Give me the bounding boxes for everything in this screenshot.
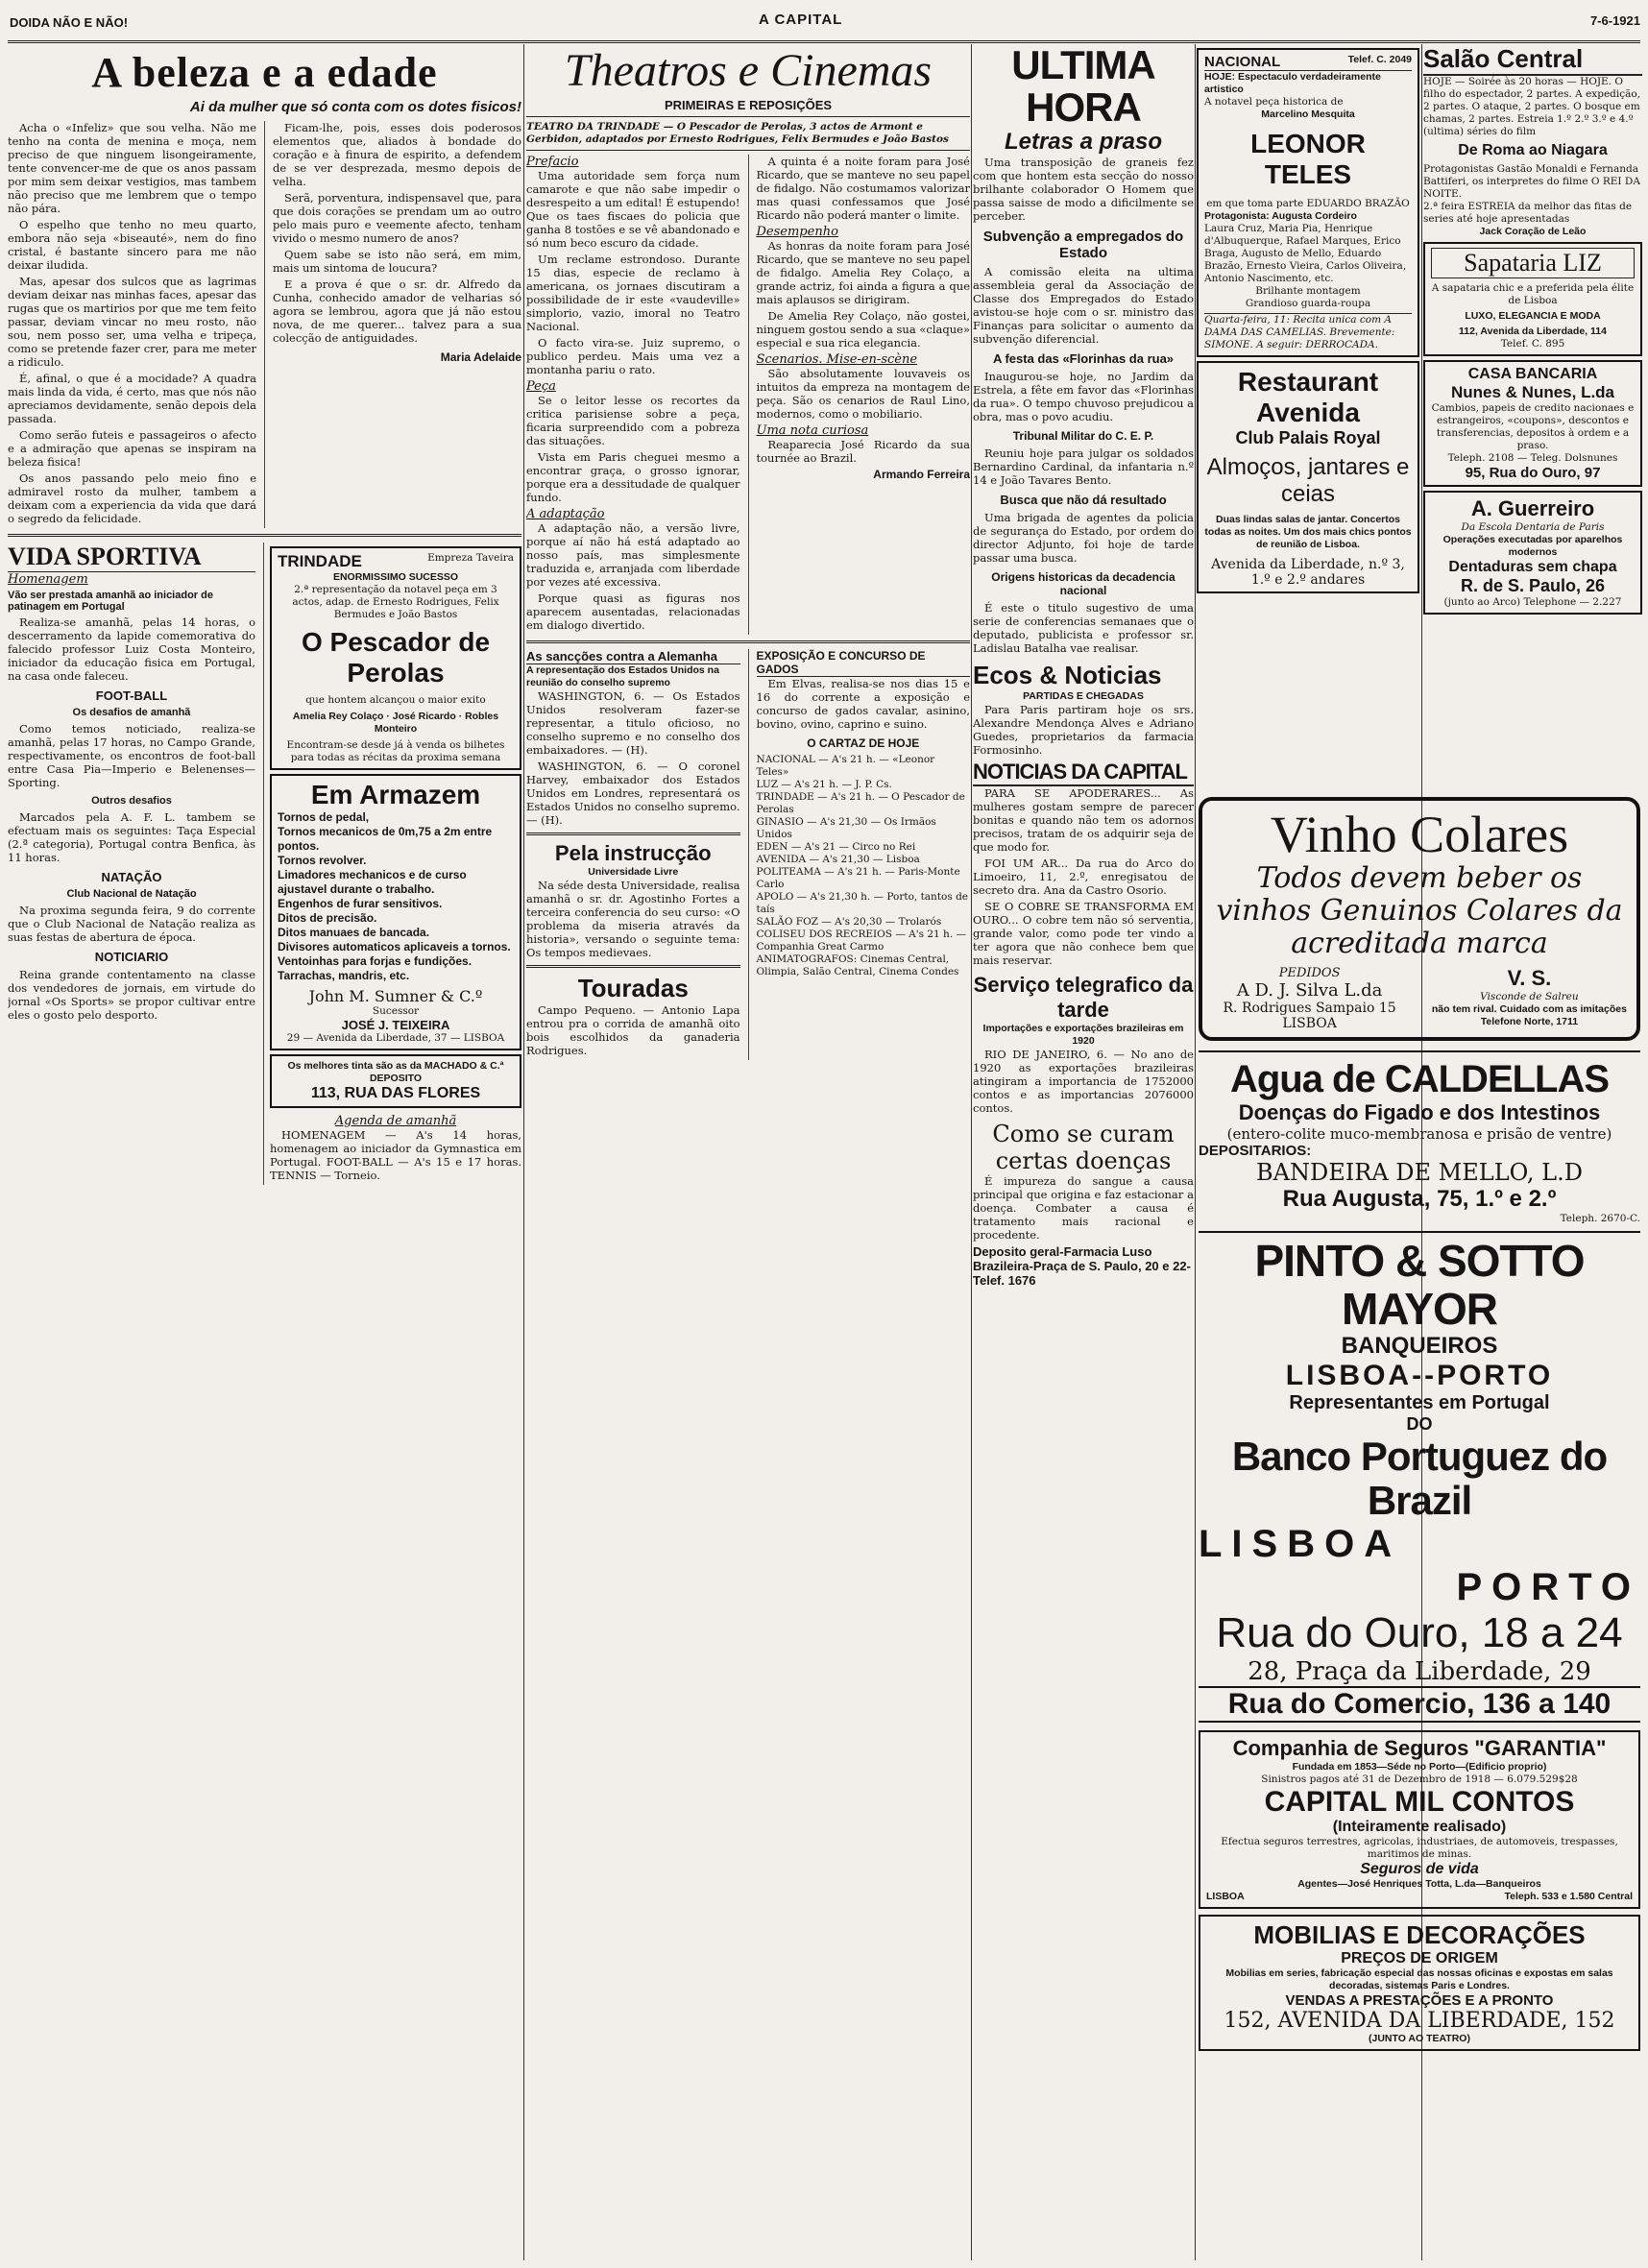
listing-item: AVENIDA — A's 21,30 — Lisboa [756, 854, 920, 865]
ad-line: Ditos manuaes de bancada. [278, 926, 430, 939]
article-paragraph: Serã, porventura, indispensavel que, para que dois corações se prendam um ao outro pelo mais puro e veemente afecto, tenham vivido o mesmo numero de anos? [273, 191, 521, 245]
ad-line: Ditos de precisão. [278, 911, 377, 925]
column-divider [1195, 44, 1196, 2260]
ad-address: 152, AVENIDA DA LIBERDADE, 152 [1224, 2009, 1615, 2033]
section-heading: Ecos & Noticias [973, 661, 1162, 689]
ad-phone: Telefone Norte, 1711 [1480, 1016, 1579, 1027]
ad-text: que hontem alcançou o maior exito [305, 694, 486, 706]
ad-line: Tornos mecanicos de 0m,75 a 2m entre pontos. [278, 825, 493, 853]
ad-text: A notavel peça historica de [1204, 96, 1344, 108]
ad-text: DO [1406, 1414, 1433, 1434]
ad-text: Os melhores tinta são as da MACHADO & C.ª [287, 1060, 504, 1072]
article-paragraph: Os anos passando pelo meio fino e admiravel rosto da mulher, tambem a deixam com a experiencia da vida que dará o segredo da felicidade. [8, 471, 256, 525]
article-paragraph: Se o leitor lesse os recortes da critica parisiense sobre a peça, ficaria surpreendido com a pobreza das situações. [526, 394, 740, 447]
column-ads-mid [1197, 44, 1419, 899]
column-divider [971, 44, 972, 2260]
section-subheading: Peça [526, 379, 556, 394]
ad-play-title: LEONOR TELES [1250, 129, 1366, 189]
section-subheading: Uma nota curiosa [756, 423, 869, 438]
ad-subtitle: De Roma ao Niagara [1458, 142, 1608, 158]
article-paragraph: Como serão futeis e passageiros o afecto e a admiração que apenas se inspiram na beleza fisica! [8, 428, 256, 469]
article-paragraph: SE O COBRE SE TRANSFORMA EM OURO... O cobre tem não só serventia, grande valor, como pode ter vindo a ter agora que não conhece bem que mais reservar. [973, 900, 1194, 967]
article-paragraph: Quem sabe se isto não será, em mim, mais um sintoma de loucura? [273, 248, 521, 275]
column-theatre [526, 44, 970, 2260]
ad-subtitle: PREÇOS DE ORIGEM [1341, 1950, 1498, 1966]
ad-text: Sinistros pagos até 31 de Dezembro de 1918 — 6.079.529$28 [1261, 1773, 1578, 1785]
ad-text: Fundada em 1853—Séde no Porto—(Edificio proprio) [1292, 1761, 1547, 1773]
ad-title: A. Guerreiro [1470, 496, 1595, 520]
ad-title: NACIONAL [1204, 54, 1281, 70]
article-paragraph: Inaugurou-se hoje, no Jardim da Estrela, a fête em favor das «Florinhas da rua». O tempo chuvoso prejudicou a obra, mas o povo acudiu. [973, 370, 1194, 423]
vinho-ad [1199, 797, 1640, 1041]
armazem-ad [270, 774, 521, 1050]
ultima-hora-subtitle: Letras a praso [1004, 129, 1163, 155]
ad-text: Jack Coração de Leão [1479, 226, 1587, 237]
ad-text: Agentes—José Henriques Totta, L.da—Banqueiros [1297, 1878, 1541, 1890]
article-paragraph: É este o titulo sugestivo de uma serie de conferencias semanaes que o deputado, publicista e professor sr. Ladislau Batalha vae realisar. [973, 601, 1194, 655]
section-heading: EXPOSIÇÃO E CONCURSO DE GADOS [757, 649, 971, 677]
article-paragraph: Reaparecia José Ricardo da sua tournée ao Brazil. [756, 438, 970, 465]
ad-title: Salão Central [1423, 44, 1642, 76]
section-heading: NOTICIARIO [94, 950, 169, 964]
ad-company: A D. J. Silva L.da [1236, 980, 1383, 1001]
ad-play-title: O Pescador de Perolas [301, 627, 491, 688]
section-heading: O CARTAZ DE HOJE [807, 736, 920, 750]
article-paragraph: Um reclame estrondoso. Durante 15 dias, especie de reclamo à americana, os jornaes discutiram a possibilidade de ir este «vaudeville» simplorio, vazio, imoral no Teatro Nacional. [526, 253, 740, 333]
sport-subtitle: Homenagem [8, 572, 88, 587]
section-heading: Subvenção a empregados do Estado [982, 229, 1184, 261]
ad-address: Rua do Comercio, 136 a 140 [1199, 1686, 1640, 1723]
section-subheading: Universidade Livre [588, 866, 679, 878]
ad-text: A sapataria chic e a preferida pela élite de Lisboa [1431, 282, 1635, 306]
ad-text: DEPOSITO [369, 1073, 423, 1084]
sapataria-ad [1423, 242, 1642, 356]
pharmacy-ad: Deposito geral-Farmacia Luso Brazileira-Praça de S. Paulo, 20 e 22-Telef. 1676 [973, 1244, 1191, 1288]
article-paragraph: Uma brigada de agentes da policia de segurança do Estado, por ordem do director Adjunto, foi hoje de tarde passar uma busca. [973, 511, 1194, 565]
ad-text: LUXO, ELEGANCIA E MODA [1465, 310, 1601, 322]
section-heading: Origens historicas da decadencia nacional [991, 570, 1175, 597]
article-paragraph: As honras da noite foram para José Ricardo, que se manteve no seu papel de fidalgo. Amelia Rey Colaço, a grande actriz, foi ainda a figura a que mais aplausos se dirigiram. [756, 239, 970, 306]
ad-brand: V. S. [1507, 966, 1552, 990]
garantia-ad [1199, 1730, 1640, 1909]
ad-text: Laura Cruz, Maria Pia, Henrique d'Albuquerque, Rafael Marques, Erico Braga, Augusto de Mello, Eduardo Brazão, Ernesto Vieira, Carlos Oliveira, Antonio Nascimento, etc. [1204, 223, 1407, 284]
ad-text: Visconde de Salreu [1480, 991, 1579, 1002]
ad-line: Ventoinhas para forjas e fundições. [278, 954, 473, 968]
paper-title: A CAPITAL [759, 12, 843, 28]
ad-line: Tornos revolver. [278, 854, 367, 867]
ad-title: Restaurant Avenida [1237, 367, 1379, 427]
ad-line: Tarrachas, mandris, etc. [278, 969, 410, 982]
ad-address: 113, RUA DAS FLORES [310, 1085, 481, 1101]
ad-cast: Amelia Rey Colaço · José Ricardo · Robles Monteiro [292, 711, 499, 735]
ad-subtitle: Todos devem beber os vinhos Genuinos Colares da acreditada marca [1216, 861, 1623, 960]
ad-text: Grandioso guarda-roupa [1245, 298, 1371, 309]
article-paragraph: Uma transposição de graneis fez com que hontem esta secção do nosso brilhante colaborador O Homem que passa saisse de modo a dificilmente se perceber. [973, 156, 1194, 223]
ad-phone: Telef. C. 895 [1500, 338, 1565, 350]
ad-text: (entero-colite muco-membranosa e prisão de ventre) [1226, 1125, 1612, 1143]
section-heading: Pela instrucção [554, 841, 712, 865]
ad-text: HOJE: Espectaculo verdadeiramente artistico [1204, 71, 1381, 95]
article-paragraph: É, afinal, o que é a mocidade? A quadra mais linda da vida, é certo, mas que nós não apreciamos devidamente, senão depois dela passada. [8, 372, 256, 425]
nacional-ad [1197, 48, 1419, 357]
subheadline: Ai da mulher que só conta com os dotes fisicos! [189, 99, 521, 115]
article-paragraph: Para Paris partiram hoje os srs. Alexandre Mendonça Alves e Adriano Guedes, proprietarios da farmacia Formosinho. [973, 703, 1194, 757]
ad-line: Divisores automaticos aplicaveis a tornos. [278, 940, 511, 953]
ad-phone: Teleph. 533 e 1.580 Central [1504, 1891, 1633, 1902]
ad-text: Quarta-feira, 11: Recita unica com A DAMA DAS CAMELIAS. Brevemente: SIMONE. A seguir: DERROCADA. [1204, 313, 1412, 351]
article-paragraph: Porque quasi as figuras nos aparecem ausentadas, relacionadas em dialogo divertido. [526, 591, 740, 632]
article-paragraph: Como temos noticiado, realiza-se amanhã, pelas 17 horas, no Campo Grande, respectivamente, os encontros de foot-ball entre Casa Pia—Imperio e Belenenses—Sporting. [8, 722, 255, 789]
ad-city: PORTO [1456, 1566, 1640, 1608]
article-paragraph: A comissão eleita na ultima assembleia geral da Associação de Classe dos Empregados do Estado avistou-se hoje com o sr. ministro das Finanças para solicitar o aumento da subvenção diferencial. [973, 265, 1194, 346]
ad-text: Encontram-se desde já à venda os bilhetes para todas as récitas da proxima semana [286, 739, 505, 763]
machado-ad [270, 1054, 521, 1108]
ad-subtitle: BANQUEIROS [1341, 1333, 1498, 1359]
ad-address: R. Rodrigues Sampaio 15 LISBOA [1223, 1001, 1396, 1031]
section-subheading: A representação dos Estados Unidos na reunião do conselho supremo [526, 664, 719, 688]
ad-address: Rua do Ouro, 18 a 24 [1216, 1609, 1623, 1656]
article-paragraph: Na séde desta Universidade, realisa amanhã o sr. dr. Agostinho Fortes a terceira conferencia do seu curso: «O problema da miseria através da historia», versando o seguinte tema: Os tempos medievaes. [526, 879, 740, 959]
ad-text: 2.ª representação da notavel peça em 3 actos, adap. de Ernesto Rodrigues, Felix Bermudes e João Bastos [292, 584, 499, 620]
section-heading: Touradas [577, 974, 689, 1002]
ad-company: Banco Portuguez do Brazil [1231, 1434, 1608, 1523]
section-subheading: Prefacio [526, 155, 579, 169]
ad-address: 29 — Avenida da Liberdade, 37 — LISBOA [286, 1032, 505, 1044]
restaurant-ad [1197, 361, 1419, 593]
article-paragraph: Mas, apesar dos sulcos que as lagrimas deviam deixar nas minhas faces, apesar das rugas que os martirios por que me tem feito passar, deviam vincar no meu rosto, não sou, nem posso ser, uma velha e tripeça, como se pretende fazer crer, para me meter a ridiculo. [8, 275, 256, 369]
article-paragraph: Acha o «Infeliz» que sou velha. Não me tenho na conta de menina e moça, nem preciso de que ninguem lisongeiramente, tente convencer-me de que os anos passam por mim sem deixar vestigios, mas tambem não preciso que me lembrem que o tempo não pára. [8, 121, 256, 215]
theatre-subtitle: PRIMEIRAS E REPOSIÇÕES [664, 98, 833, 112]
ads-wide [1199, 797, 1640, 2256]
section-subheading: Outros desafios [91, 795, 172, 807]
ad-title: Agua de CALDELLAS [1229, 1058, 1610, 1100]
ad-subtitle: Doenças do Figado e dos Intestinos [1238, 1100, 1601, 1124]
article-paragraph: A adaptação não, a versão livre, porque aí não há está adaptado ao nosso país, mas simplesmente traduzida e, arranjada com liberdade por vezes até excessiva. [526, 521, 740, 589]
section-heading: As sancções contra a Alemanha [526, 649, 740, 664]
article-paragraph: RIO DE JANEIRO, 6. — No ano de 1920 as exportações brazileiras atingiram a importancia de 1752000 contos e as importancias 2076000 contos. [973, 1048, 1194, 1115]
listing-item: SALÃO FOZ — A's 20,30 — Trolarós [756, 916, 942, 928]
section-subheading: Desempenho [756, 225, 838, 239]
article-paragraph: São absolutamente louvaveis os intuitos da empreza na montagem de peça. São os cenarios de Raul Lino, modernos, como o mobiliario. [756, 367, 970, 421]
column-ultima-hora [973, 44, 1194, 2260]
ad-title: CASA BANCARIA [1467, 366, 1598, 382]
ultima-hora-title: ULTIMA HORA [1011, 44, 1155, 130]
theatre-title: Theatros e Cinemas [564, 45, 933, 96]
ad-line: Limadores mechanicos e de curso ajustavel durante o trabalho. [278, 868, 467, 896]
listing-item: EDEN — A's 21 — Circo no Rei [756, 841, 916, 853]
ad-text: Sucessor [372, 1005, 420, 1017]
article-paragraph: E a prova é que o sr. dr. Alfredo da Cunha, conhecido amador de velharias só agora se lembrou, agora que já não estou nova, de me querer... talvez para a sua colecção de antiguidades. [273, 277, 521, 345]
ad-text: Marcelino Mesquita [1261, 109, 1355, 120]
ad-title: TRINDADE [278, 552, 362, 570]
ad-text: DEPOSITARIOS: [1199, 1143, 1312, 1159]
ad-text: Representantes em Portugal [1289, 1392, 1550, 1413]
ad-address: 28, Praça da Liberdade, 29 [1248, 1657, 1591, 1686]
article-paragraph: HOMENAGEM — A's 14 horas, homenagem ao iniciador da Gymnastica em Portugal. FOOT-BALL — A's 15 e 17 horas. TENNIS — Torneio. [270, 1128, 521, 1182]
article-paragraph: WASHINGTON, 6. — O coronel Harvey, embaixador dos Estados Unidos em Londres, representará os Estados Unidos no conselho supremo. — (H). [526, 760, 740, 827]
ad-text: não tem rival. Cuidado com as imitações [1431, 1003, 1627, 1015]
ad-line: Engenhos de furar sensitivos. [278, 897, 443, 910]
article-paragraph: Campo Pequeno. — Antonio Lapa entrou pra o corrida de amanhã oito bois escolhidos da ganaderia Rodrigues. [526, 1003, 740, 1057]
listing-item: POLITEAMA — A's 21 h. — Paris-Monte Carlo [756, 866, 960, 890]
ad-text: Seguros de vida [1360, 1861, 1479, 1877]
issue-date: 7-6-1921 [1589, 13, 1640, 28]
section-heading: Busca que não dá resultado [1000, 493, 1167, 507]
article-paragraph: Marcados pela A. F. L. tambem se efectuam mais os seguintes: Taça Especial (2.ª categoria), Portugal contra Benfica, às 11 horas. [8, 810, 255, 864]
ad-text: Brilhante montagem [1255, 285, 1361, 297]
ad-title: Sapataria LIZ [1431, 248, 1635, 278]
ad-text: em que toma parte EDUARDO BRAZÃO [1206, 198, 1410, 209]
ad-subtitle: Nunes & Nunes, L.da [1450, 383, 1615, 401]
ad-subtitle: Club Palais Royal [1235, 428, 1381, 447]
section-heading: Serviço telegrafico da tarde [973, 973, 1194, 1022]
section-subheading: A adaptação [526, 507, 605, 521]
article-paragraph: Reuniu hoje para julgar os soldados Bernardino Cardinal, da infantaria n.º 14 e João Tavares Bento. [973, 446, 1194, 487]
signature: Maria Adelaide [440, 350, 521, 364]
signature: Armando Ferreira [873, 468, 970, 481]
article-paragraph: Na proxima segunda feira, 9 do corrente que o Club Nacional de Natação realiza as suas festas de abertura de época. [8, 904, 255, 944]
article-paragraph: PARA SE APODERARES... As mulheres gostam sempre de parecer bonitas e quando não tem os adornos precisos, tratam de os adquirir seja de que modo for. [973, 786, 1194, 854]
ad-text: VENDAS A PRESTAÇÕES E A PRONTO [1285, 1992, 1554, 2009]
section-subheading: Os desafios de amanhã [72, 707, 191, 718]
article-paragraph: O espelho que tenho no meu quarto, embora não seja «biseauté», nem do fino cristal, é bastante sincero para me não deixar iludida. [8, 218, 256, 272]
ad-company: BANDEIRA DE MELLO, L.D [1256, 1159, 1583, 1186]
ad-city: LISBOA [1199, 1523, 1402, 1565]
ad-title: MOBILIAS E DECORAÇÕES [1253, 1920, 1586, 1949]
dentist-ad [1423, 491, 1642, 615]
article-paragraph: É impureza do sangue a causa principal que origina e faz estacionar a doença. Combater a causa é tratamento mais racional e procedente. [973, 1174, 1194, 1242]
section-heading: FOOT-BALL [95, 688, 168, 703]
ad-text: Cambios, papeis de credito nacionaes e estrangeiros, «coupons», descontos e transferencias, depositos à ordem e a praso. [1431, 402, 1635, 451]
ad-text: 2.ª feira ESTREIA da melhor das fitas de series até hoje apresentadas [1423, 201, 1633, 225]
ad-text: ENORMISSIMO SUCESSO [332, 571, 459, 583]
listing-item: APOLO — A's 21,30 h. — Porto, tantos de taís [756, 891, 969, 915]
ad-text: (JUNTO AO TEATRO) [1369, 2033, 1470, 2044]
section-subheading: PARTIDAS E CHEGADAS [1023, 690, 1144, 702]
pinto-sotto-ad [1199, 1231, 1640, 1723]
listing-item: LUZ — A's 21 h. — J. P. Cs. [756, 779, 892, 790]
article-paragraph: De Amelia Rey Colaço, não gostei, ninguem gostou sendo a sua «claque» especial e sua rica elegancia. [756, 309, 970, 350]
section-heading: Tribunal Militar do C. E. P. [1012, 429, 1154, 443]
article-paragraph: Ficam-lhe, pois, esses dois poderosos elementos que, aliados à bondade do coração e à finura de espirito, a defendem de se ver desprezada, mesmo depois de velha. [273, 121, 521, 188]
article-paragraph: O facto vira-se. Juiz supremo, o publico perdeu. Mais uma vez a montanha pariu o rato. [526, 336, 740, 376]
article-paragraph: Vista em Paris cheguei mesmo a encontrar graça, o grosso ignorar, porque era a dessitudade de qualquer fundo. [526, 450, 740, 504]
sport-section-title: VIDA SPORTIVA [8, 543, 255, 572]
ad-text: Duas lindas salas de jantar. Concertos todas as noites. Um dos mais chics pontos de reunião de Lisboa. [1204, 514, 1412, 550]
section-subheading: Scenarios. Mise-en-scène [756, 352, 918, 367]
ad-line: Tornos de pedal, [278, 810, 370, 824]
ad-phone: Teleph. 2670-C. [1560, 1213, 1640, 1224]
listing-item: TRINDADE — A's 21 h. — O Pescador de Perolas [756, 791, 965, 815]
ad-subtitle: CAPITAL MIL CONTOS [1264, 1786, 1575, 1818]
section-subheading: Importações e exportações brazileiras em 1920 [982, 1023, 1184, 1047]
ad-text: Protagonistas Gastão Monaldi e Fernanda Battiferi, os interpretes do filme O REI DA NOITE. [1423, 163, 1640, 200]
article-paragraph: Uma autoridade sem força num camarote e que não sabe impedir o desrespeito a um edital! É estupendo! Que os taes fiscaes do policia que ganha 8 tostões e se vê abandonado e só num beco escuro da cidade. [526, 169, 740, 250]
ad-text: Protagonista: Augusta Cordeiro [1204, 210, 1357, 222]
headline: A beleza e a edade [91, 49, 438, 96]
article-paragraph: WASHINGTON, 6. — Os Estados Unidos resolveram fazer-se representar, a titulo oficioso, no conselho supremo e no conselho dos embaixadores. — (H). [526, 689, 740, 757]
section-label: DOIDA NÃO E NÃO! [10, 15, 129, 30]
ad-phone: (junto ao Arco) Telephone — 2.227 [1443, 596, 1622, 608]
ad-company: John M. Sumner & C.º [308, 987, 483, 1005]
listing-item: GINASIO — A's 21,30 — Os Irmãos Unidos [756, 816, 936, 840]
ad-text: (Inteiramente realisado) [1332, 1819, 1507, 1835]
caldellas-ad [1199, 1050, 1640, 1225]
listing-item: NACIONAL — A's 21 h. — «Leonor Teles» [756, 754, 935, 778]
ad-phone: Teleph. 2108 — Teleg. Dolsnunes [1447, 452, 1618, 464]
ad-city: LISBOA [1206, 1891, 1245, 1902]
ad-text: Efectua seguros terrestres, agricolas, industriaes, de automoveis, trespasses, maritimos de minas. [1221, 1836, 1618, 1860]
ad-subtitle: Empreza Taveira [427, 552, 514, 564]
ad-text: Da Escola Dentaria de Paris [1461, 521, 1605, 533]
ad-title: PINTO & SOTTO MAYOR [1254, 1236, 1585, 1334]
ad-text: Mobilias em series, fabricação especial das nossas oficinas e expostas em salas decoradas, sistemas Paris e Londres. [1225, 1967, 1613, 1991]
ad-text: PEDIDOS [1278, 966, 1341, 980]
casa-bancaria-ad [1423, 360, 1642, 487]
section-heading: NOTICIAS DA CAPITAL [973, 760, 1194, 786]
column-divider [523, 44, 524, 2260]
section-heading: NATAÇÃO [101, 870, 162, 884]
agenda-heading: Agenda de amanhã [334, 1114, 457, 1128]
theatre-credit: TEATRO DA TRINDADE — O Pescador de Perolas, 3 actos de Armont e Gerbidon, adaptados por Ernesto Rodrigues, Felix Bermudes e João Bastos [526, 121, 949, 145]
sport-lead: Vão ser prestada amanhã ao iniciador de patinagem em Portugal [8, 590, 213, 613]
ad-title: Vinho Colares [1270, 806, 1569, 863]
ad-company: JOSÉ J. TEIXEIRA [341, 1018, 450, 1032]
ad-address: 112, Avenida da Liberdade, 114 [1459, 326, 1607, 337]
trindade-ad [270, 546, 521, 770]
ad-address: 95, Rua do Ouro, 97 [1465, 465, 1601, 481]
article-paragraph: Realiza-se amanhã, pelas 14 horas, o descerramento da lapide comemorativa do falecido professor Luiz Costa Monteiro, iniciador da educação fisica em Portugal, na casa onde faleceu. [8, 615, 255, 683]
section-heading: A festa das «Florinhas da rua» [992, 351, 1175, 366]
ad-title: Companhia de Seguros "GARANTIA" [1232, 1736, 1607, 1760]
ad-address: Avenida da Liberdade, n.º 3, 1.º e 2.º andares [1211, 557, 1405, 588]
article-paragraph: Reina grande contentamento na classe dos vendedores de jornais, em virtude do jornal «Os Sports» se propor cultivar entre eles o gosto pelo desporto. [8, 968, 255, 1022]
listing-item: ANIMATOGRAFOS: Cinemas Central, Olimpia, Salão Central, Cinema Condes [756, 953, 959, 977]
section-heading: Como se curam certas doenças [992, 1121, 1175, 1174]
ad-address: R. de S. Paulo, 26 [1460, 576, 1606, 595]
section-subheading: Club Nacional de Natação [66, 888, 197, 900]
ad-phone: Telef. C. 2049 [1347, 54, 1412, 65]
mobilias-ad [1199, 1915, 1640, 2051]
listing-item: COLISEU DOS RECREIOS — A's 21 h. — Companhia Great Carmo [756, 929, 966, 953]
ad-text: Operações executadas por aparelhos modernos [1442, 534, 1623, 558]
column-left [8, 44, 521, 2260]
article-paragraph: FOI UM AR... Da rua do Arco do Limoeiro, 11, 2.º, enregisatou de secreto dra. Ana da Castro Osorio. [973, 857, 1194, 897]
article-paragraph: Em Elvas, realisa-se nos dias 15 e 16 do corrente a exposição e concurso de gados cavalar, asinino, bovino, ovino, caprino e suino. [756, 677, 970, 731]
ad-text: HOJE — Soirée às 20 horas — HOJE. O filho do espectador, 2 partes. A expedição, 2 partes. O ataque, 2 partes. O bosque em chamas, 2 partes. Estreia 1.º 2.º 3.º e 4.º (ultima) séries do film [1423, 76, 1641, 137]
ad-title: Em Armazem [310, 780, 481, 809]
ad-text: Almoços, jantares e ceias [1206, 454, 1410, 507]
ad-address: Rua Augusta, 75, 1.º e 2.º [1282, 1186, 1557, 1212]
article-paragraph: A quinta é a noite foram para José Ricardo, que se manteve no seu papel de fidalgo. Não costumamos valorizar mas quasi confessamos que José Ricardo não poderá manter o limite. [756, 155, 970, 222]
ad-text: LISBOA--PORTO [1285, 1360, 1554, 1391]
ad-text: Dentaduras sem chapa [1448, 559, 1617, 575]
column-ads-right [1423, 44, 1642, 899]
